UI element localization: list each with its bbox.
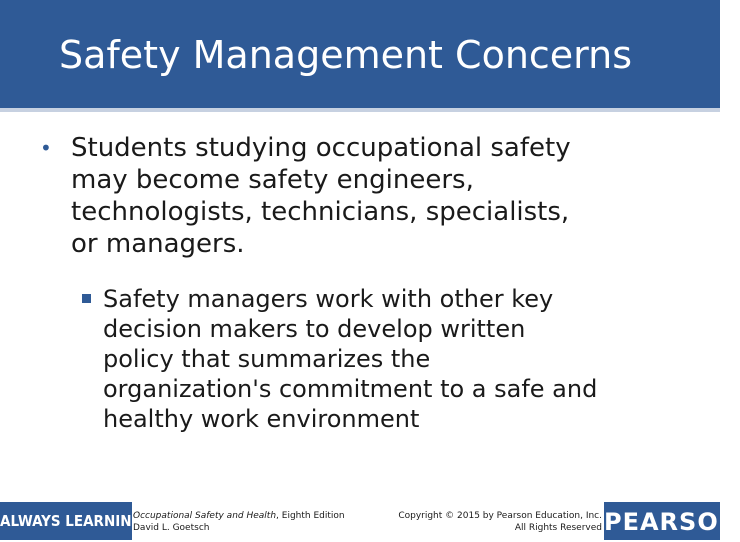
- always-learning-logo: ALWAYS LEARNING: [0, 502, 132, 540]
- footer-copyright: [398, 510, 602, 534]
- bullet-line: policy that summarizes the: [103, 345, 431, 373]
- pearson-logo: PEARSON: [604, 502, 720, 540]
- bullet-level-2-text: [103, 284, 703, 434]
- bullet-square-icon: [82, 294, 91, 303]
- footer-book-title: Occupational Safety and Health: [133, 511, 277, 521]
- bullet-line: technologists, technicians, specialists,: [71, 197, 570, 227]
- slide-footer: [0, 500, 740, 540]
- footer-edition: , Eighth Edition: [276, 511, 345, 521]
- bullet-line: may become safety engineers,: [71, 165, 474, 195]
- title-bar: [0, 0, 720, 108]
- title-divider: [0, 108, 720, 112]
- slide-title: Safety Management Concerns: [59, 33, 633, 77]
- bullet-line: or managers.: [71, 229, 245, 259]
- bullet-line: healthy work environment: [103, 405, 420, 433]
- bullet-line: organization's commitment to a safe and: [103, 375, 598, 403]
- bullet-dot-icon: •: [40, 136, 52, 160]
- bullet-line: Safety managers work with other key: [103, 285, 554, 313]
- footer-rights-line: All Rights Reserved: [514, 523, 602, 533]
- bullet-line: Students studying occupational safety: [71, 133, 571, 163]
- footer-copyright-line: Copyright © 2015 by Pearson Education, Inc.: [398, 511, 602, 521]
- bullet-level-1-text: [71, 132, 681, 260]
- footer-book-info: [133, 510, 345, 534]
- footer-author: David L. Goetsch: [133, 523, 210, 533]
- bullet-line: decision makers to develop written: [103, 315, 526, 343]
